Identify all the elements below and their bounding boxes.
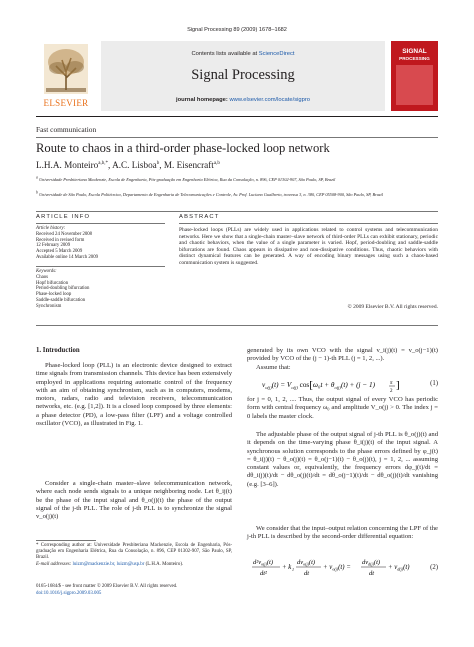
section-rule [36, 137, 438, 138]
history-line: Received in revised form [36, 237, 85, 243]
body-paragraph: for j = 0, 1, 2, .... Thus, the output signal of every VCO has periodic form with central frequency ω₀ and amplitude V_o(j) > 0. The index j = 0 labels the master clock. [247, 396, 438, 420]
author-name[interactable]: M. Eisencraft [163, 160, 214, 170]
keyword: Synchronism [36, 303, 62, 309]
elsevier-logo [36, 42, 96, 110]
affiliation: a Universidade Presbiteriana Mackenzie, Escola de Engenharia, Pós-graduação em Engenharia Elétrica, Rua da Consolação, n. 896, CEP 01302-907, São Paulo, SP, Brazil [36, 174, 336, 182]
svg-text:2: 2 [390, 389, 393, 394]
svg-text:dt²: dt² [260, 570, 268, 577]
author-name[interactable]: A.C. Lisboa [112, 160, 157, 170]
keyword: Hopf bifurcation [36, 280, 69, 286]
history-line: Accepted 5 March 2009 [36, 249, 83, 255]
history-rule [36, 266, 165, 267]
keyword: Saddle-saddle bifurcation [36, 297, 86, 303]
abstract-copyright: © 2009 Elsevier B.V. All rights reserved. [347, 304, 438, 310]
svg-text:1: 1 [292, 567, 294, 572]
affiliation: b Universidade de São Paulo, Escola Politécnica, Departamento de Engenharia de Telecomunicações e Controle, Av. Prof. Luciano Gualberto, travessa 3, n. 380, CEP 05508-900, São Paulo, SP, Brazil [36, 189, 383, 197]
equation-1-formula [262, 376, 412, 394]
svg-text:+ k: + k [282, 564, 292, 571]
publisher-name: ELSEVIER [43, 98, 89, 108]
svg-text:dt: dt [369, 570, 375, 577]
article-title: Route to chaos in a third-order phase-locked loop network [36, 141, 330, 155]
body-paragraph: We consider that the input–output relation concerning the LPF of the j-th PLL is described by the second-order differential equation: [247, 525, 438, 541]
journal-title: Signal Processing [191, 67, 295, 83]
keyword: Period-doubling bifurcation [36, 286, 90, 292]
svg-text:+ vo(j)(t) =: + $v_{o(j)}(t)$ = [323, 564, 351, 572]
abstract-text: Phase-locked loops (PLLs) are widely used in applications related to control systems and telecommunication networks. Here we show that a single-chain master–slave network of third-order PLLs can exhibit stationary, periodic and chaotic behaviors, when the value of a single parameter is varied. Hopf, period-doubling and saddle-saddle bifurcations are found. Chaos appears in dissipative and non-dissipative conditions. Thus, chaotic behaviors with distinct dynamical features can be generated. A way of encoding binary messages using such a chaos-based communication system is suggested. [179, 227, 438, 266]
corresponding-footnote: * Corresponding author at: Universidade Presbiteriana Mackenzie, Escola de Engenharia, Pós-graduação em Engenharia Elétrica, Rua da Consolação, n. 896, CEP 01302-907, São Paulo, SP, Brazil. [36, 543, 232, 560]
history-line: Available online 14 March 2009 [36, 254, 98, 260]
journal-cover [391, 41, 438, 111]
article-info-heading: ARTICLE INFO [36, 214, 91, 220]
author-list: L.H.A. Monteiro$^{a,b,*}$, A.C. Lisboa$^b$, M. Eisencraft$^{a,b}$ [36, 160, 220, 170]
article-history: Article history: Received 24 November 2008 Received in revised form 12 February 2009 Accepted 5 March 2009 Available online 14 March 2009 [36, 226, 166, 261]
intro-paragraph: Consider a single-chain master–slave telecommunication network, where each node sends signals to a unique neighboring node. Let θ_ij(t) be the phase of the input signal and θ_o(j)(t) the phase of the output signal of the j-th PLL. The role of j-th PLL is to synchronize the signal v_o(j)(t) [36, 480, 232, 521]
keyword: Chaos [36, 274, 48, 280]
svg-text:vo(j)(t) = Vo(j) cos[ω₀t + θo(: $v_{o(j)}(t) = V_{o(j)}$ $\cos[\omega_0t + \theta_{o(j)}(t) + (j - 1)$ [262, 379, 375, 391]
article-info-rule [36, 223, 165, 224]
abstract-rule [179, 223, 438, 224]
equation-1 [262, 376, 438, 394]
abstract-end-rule [36, 325, 438, 326]
intro-heading: 1. Introduction [36, 347, 80, 354]
title-block-rule [36, 211, 438, 212]
intro-paragraph: Phase-locked loop (PLL) is an electronic device designed to extract time signals from transmission channels. This device has been extensively employed in applications requiring automatic control of the frequency with an aim of obtaining synchronism, such as in computers, modems, motors, radars, radio and television receivers, telecommunication networks, etc. (e.g. [1,2]). It is a closed loop composed by three elements: a phase detector (PD), a low-pass filter (LPF) and a voltage controlled oscillator (VCO), as illustrated in Fig. 1. [36, 362, 232, 428]
email-link[interactable]: luizm@mackenzie.br, luizm@usp.br [72, 562, 145, 567]
history-line: Received 24 November 2008 [36, 231, 93, 237]
svg-text:]: ] [396, 379, 400, 391]
svg-text:+ vd(j)(t): + $v_{d(j)}(t)$ [388, 564, 410, 572]
cover-image [396, 65, 433, 105]
author-name[interactable]: L.H.A. Monteiro [36, 160, 99, 170]
body-paragraph: Assume that: [256, 364, 291, 371]
equation-2-formula [251, 556, 421, 580]
equation-1-number: (1) [430, 380, 438, 387]
issn-line: 0165-1684/$ - see front matter © 2009 Elsevier B.V. All rights reserved. [36, 584, 178, 589]
svg-text:π: π [390, 381, 393, 386]
homepage-line: journal homepage: www.elsevier.com/locate/sigpro [175, 97, 310, 103]
history-line: 12 February 2009 [36, 243, 71, 249]
sciencedirect-link[interactable]: ScienceDirect [258, 51, 295, 57]
body-paragraph: The adjustable phase of the output signal of j-th PLL is θ_o(j)(t) and it depends on the time-varying phase θ_i(j)(t) of the input signal. A synchronous solution corresponds to the phase errors defined by φ_j(t) = θ_i(j)(t) − θ_o(j)(t) = θ_o(j−1)(t) − θ_o(j)(t), j = 1, 2, ... assuming constant values or, equivalently, the frequency errors dφ_j(t)/dt = dθ_i(j)(t)/dt − dθ_o(j)(t)/dt = dθ_o(j−1)(t)/dt − dθ_o(j)(t)/dt vanishing (e.g. [3–6]). [247, 431, 438, 488]
journal-header-box [101, 41, 385, 111]
equation-2 [251, 556, 438, 580]
doi-link[interactable]: doi:10.1016/j.sigpro.2009.03.005 [36, 591, 102, 596]
homepage-link[interactable]: www.elsevier.com/locate/sigpro [229, 97, 310, 103]
body-paragraph: generated by its own VCO with the signal v_i(j)(t) = v_o(j−1)(t) provided by VCO of the (j − 1)-th PLL (j = 1, 2, ...). [247, 347, 438, 363]
header-rule [36, 116, 438, 117]
footnote-rule [36, 540, 96, 541]
svg-text:dvd(j)(t): $dv_{d(j)}(t)$ [362, 559, 381, 567]
cover-title: SIGNAL PROCESSING [399, 48, 430, 61]
svg-text:dt: dt [304, 570, 310, 577]
journal-citation: Signal Processing 89 (2009) 1678–1682 [187, 27, 287, 33]
elsevier-tree-icon [36, 42, 96, 97]
svg-text:dvo(j)(t): $dv_{o(j)}(t)$ [297, 559, 316, 567]
keyword: Phase-locked loop [36, 292, 72, 298]
email-footnote: E-mail addresses: luizm@mackenzie.br, luizm@usp.br (L.H.A. Monteiro). [36, 562, 184, 567]
svg-text:d²vo(j)(t): $d^2v_{o(j)}(t)$ [253, 559, 274, 567]
keywords: Keywords: Chaos Hopf bifurcation Period-doubling bifurcation Phase-locked loop Saddle-saddle bifurcation Synchronism [36, 269, 166, 310]
equation-2-number: (2) [430, 564, 438, 571]
abstract-heading: ABSTRACT [179, 214, 220, 220]
section-type: Fast communication [36, 125, 97, 134]
contents-line: Contents lists available at ScienceDirect [191, 51, 295, 57]
